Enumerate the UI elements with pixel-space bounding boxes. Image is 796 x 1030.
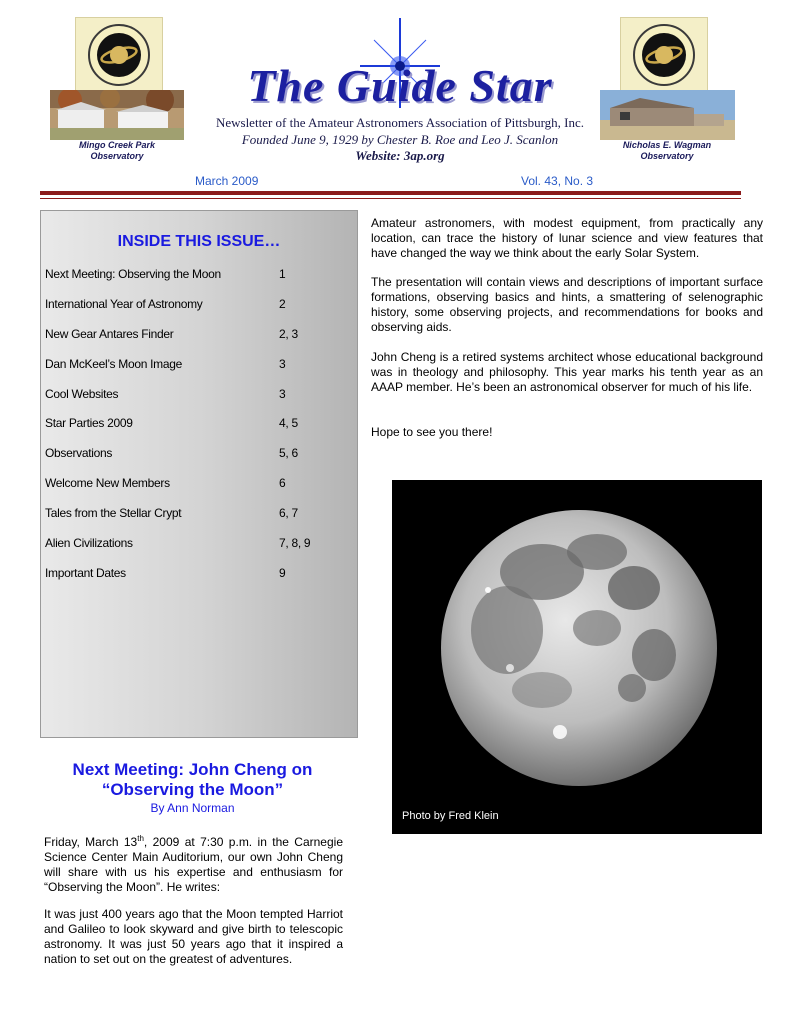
newsletter-subtitle: Newsletter of the Amateur Astronomers Association of Pittsburgh, Inc. [215,115,585,130]
toc-title: INSIDE THIS ISSUE… [117,233,281,250]
toc-item-label: Welcome New Members [45,476,170,490]
article-paragraph: Amateur astronomers, with modest equipment, from practically any location, can trace the history of lunar science and view features that have changed the way we think about the early Solar System. [371,216,763,260]
article-paragraph: Hope to see you there! [371,425,493,439]
caption-line: Observatory [90,151,144,161]
toc-item-page: 4, 5 [279,416,298,430]
issue-volume: Vol. 43, No. 3 [521,174,594,188]
toc-item-label: Alien Civilizations [45,536,133,550]
toc-item-page: 6 [279,476,286,490]
toc-item-page: 2, 3 [279,327,298,341]
toc-item[interactable] [45,327,345,343]
left-observatory-caption [42,140,192,162]
full-moon-image [392,480,762,834]
toc-item-page: 6, 7 [279,506,298,520]
paragraph-text: Friday, March 13 [44,835,138,849]
toc-item[interactable] [45,297,345,313]
toc-item[interactable] [45,536,345,552]
article-title [40,760,345,800]
issue-date: March 2009 [195,174,259,188]
ordinal-suffix: th [137,834,144,843]
caption-line: Nicholas E. Wagman [622,140,712,150]
inside-this-issue-box [40,210,358,738]
moon-photo [392,480,762,834]
website-line: Website: 3ap.org [355,148,445,163]
toc-item-label: International Year of Astronomy [45,297,203,311]
toc-item[interactable] [45,566,345,582]
toc-item[interactable] [45,357,345,373]
toc-item-label: Observations [45,446,113,460]
toc-item[interactable] [45,446,345,462]
toc-item[interactable] [45,416,345,432]
header-rule-thin [40,198,741,199]
toc-item-label: Dan McKeel’s Moon Image [45,357,182,371]
saturn-seal-icon [81,21,157,89]
toc-item-label: Cool Websites [45,387,119,401]
toc-item[interactable] [45,387,345,403]
newsletter-title: The Guide Star [247,60,553,111]
mingo-creek-observatory-photo [50,90,184,140]
article-byline: By Ann Norman [150,801,235,815]
toc-item[interactable] [45,506,345,522]
toc-item-page: 9 [279,566,286,580]
article-paragraph: The presentation will contain views and descriptions of important surface formations, observing basics and hints, a smattering of selenographic history, some observing projects, and recommendations for books and observing aids. [371,275,763,334]
article-title-line: “Observing the Moon” [101,780,284,799]
founded-line: Founded June 9, 1929 by Chester B. Roe and Leo J. Scanlon [241,132,559,147]
toc-item-label: Star Parties 2009 [45,416,133,430]
saturn-seal-icon [626,21,702,89]
toc-item-page: 3 [279,387,286,401]
toc-item-page: 7, 8, 9 [279,536,311,550]
toc-item-label: Important Dates [45,566,126,580]
toc-item-page: 3 [279,357,286,371]
caption-line: Mingo Creek Park [78,140,156,150]
aaap-seal-right [620,17,708,93]
toc-item-page: 1 [279,267,286,281]
caption-line: Observatory [640,151,694,161]
toc-item[interactable] [45,476,345,492]
toc-item-page: 2 [279,297,286,311]
aaap-seal-left [75,17,163,93]
toc-item-label: Next Meeting: Observing the Moon [45,267,221,281]
article-paragraph: It was just 400 years ago that the Moon tempted Harriot and Galileo to look skyward and give birth to telescopic astronomy. It was just 50 years ago that it inspired a nation to set out on the greatest of adventures. [44,907,343,966]
photo-credit: Photo by Fred Klein [402,810,499,822]
toc-item-page: 5, 6 [279,446,298,460]
article-paragraph [44,831,343,895]
toc-item-label: New Gear Antares Finder [45,327,174,341]
wagman-observatory-photo [600,90,735,140]
toc-item-label: Tales from the Stellar Crypt [45,506,182,520]
header-rule [40,191,741,195]
paragraph-text: , 2009 at 7:30 p.m. in the Carnegie Science Center Main Auditorium, our own John Cheng will share with us his expertise and enthusiasm for “Observing the Moon”. He writes: [44,835,343,894]
article-paragraph: John Cheng is a retired systems architect whose educational background was in theology and philosophy. This year marks his tenth year as an AAAP member. He’s been an astronomical observer for much of his life. [371,350,763,394]
toc-item[interactable] [45,267,345,283]
article-title-line: Next Meeting: John Cheng on [72,760,313,779]
